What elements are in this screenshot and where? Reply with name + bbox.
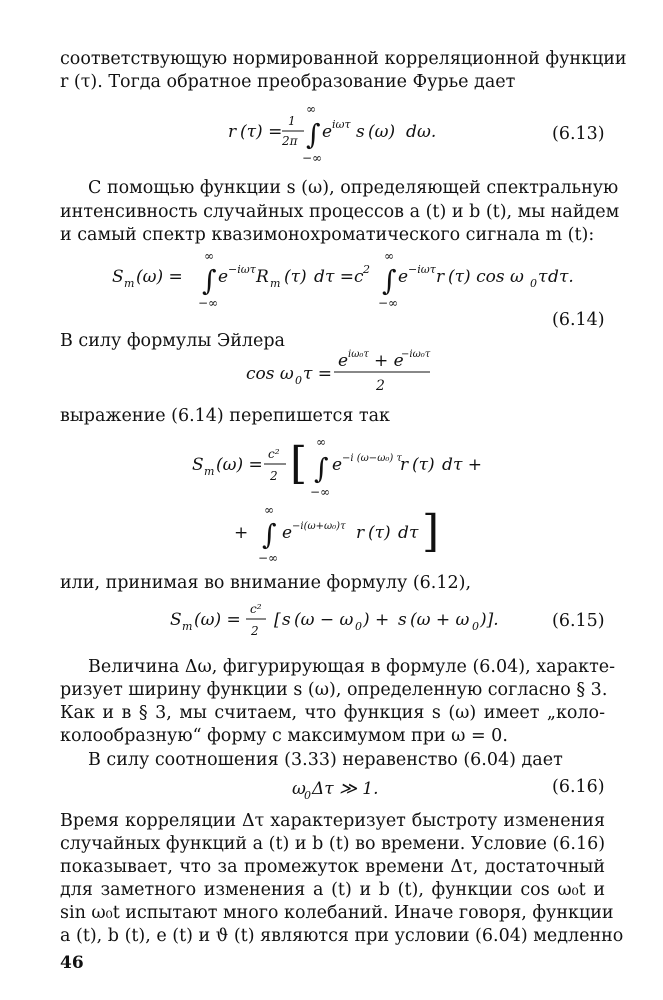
text-line: случайных функций a (t) и b (t) во времени. Условие (6.16) bbox=[60, 834, 606, 854]
svg-text:) +: ) + bbox=[363, 610, 390, 630]
svg-text:2: 2 bbox=[376, 378, 385, 394]
svg-text:∫: ∫ bbox=[202, 264, 217, 297]
svg-text:d: d bbox=[406, 122, 417, 142]
svg-text:−i (ω−ω₀) τ: −i (ω−ω₀) τ bbox=[342, 453, 402, 464]
svg-text:∞: ∞ bbox=[316, 435, 326, 449]
svg-text:2: 2 bbox=[363, 263, 370, 276]
text-line: Как и в § 3, мы считаем, что функция s (ω) имеет „коло- bbox=[60, 703, 605, 723]
svg-text:τ =: τ = bbox=[325, 267, 355, 287]
svg-text:−∞: −∞ bbox=[198, 296, 219, 310]
text-line: sin ω₀t испытают много колебаний. Иначе говоря, функции bbox=[60, 903, 614, 923]
text-line: r (τ). Тогда обратное преобразование Фурье дает bbox=[60, 72, 516, 92]
svg-text:+ e: + e bbox=[374, 351, 404, 371]
text-line: В силу соотношения (3.33) неравенство (6.04) дает bbox=[88, 750, 563, 770]
svg-text:m: m bbox=[204, 465, 215, 478]
svg-text:S: S bbox=[170, 610, 182, 630]
svg-text:∫: ∫ bbox=[382, 264, 397, 297]
svg-text:r: r bbox=[356, 523, 365, 543]
equation-number: (6.14) bbox=[552, 310, 605, 330]
svg-text:−∞: −∞ bbox=[258, 551, 279, 565]
svg-text:[: [ bbox=[290, 438, 308, 489]
svg-text:(ω − ω: (ω − ω bbox=[294, 610, 354, 630]
svg-text:∞: ∞ bbox=[384, 249, 394, 263]
svg-text:−iω₀τ: −iω₀τ bbox=[401, 349, 431, 360]
svg-text:e: e bbox=[218, 267, 229, 287]
text-line: или, принимая во внимание формулу (6.12), bbox=[60, 573, 472, 593]
svg-text:d: d bbox=[548, 267, 559, 287]
svg-text:∞: ∞ bbox=[306, 102, 316, 116]
svg-text:s: s bbox=[398, 610, 407, 630]
text-line: Величина Δω, фигурирующая в формуле (6.04), характе- bbox=[88, 657, 616, 677]
svg-text:S: S bbox=[192, 455, 204, 475]
svg-text:e: e bbox=[322, 122, 333, 142]
svg-text:2: 2 bbox=[251, 624, 259, 638]
svg-text:iωτ: iωτ bbox=[332, 118, 351, 131]
svg-text:c²: c² bbox=[250, 602, 262, 616]
svg-text:−∞: −∞ bbox=[378, 296, 399, 310]
text-line: для заметного изменения a (t) и b (t), функции cos ω₀t и bbox=[60, 880, 605, 900]
svg-text:r: r bbox=[400, 455, 409, 475]
svg-text:+: + bbox=[234, 523, 249, 543]
svg-text:m: m bbox=[182, 620, 193, 633]
svg-text:τ: τ bbox=[409, 523, 419, 543]
svg-text:∫: ∫ bbox=[306, 118, 321, 151]
text-line: интенсивность случайных процессов a (t) и b (t), мы найдем bbox=[60, 202, 620, 222]
svg-text:−iωτ: −iωτ bbox=[408, 263, 436, 276]
text-line: С помощью функции s (ω), определяющей спектральную bbox=[88, 178, 619, 198]
svg-text:τ.: τ. bbox=[559, 267, 574, 287]
text-line: и самый спектр квазимонохроматического сигнала m (t): bbox=[60, 225, 595, 245]
svg-text:s: s bbox=[356, 122, 365, 142]
svg-text:S: S bbox=[112, 267, 124, 287]
svg-text:(ω) =: (ω) = bbox=[194, 610, 241, 630]
svg-text:2π: 2π bbox=[282, 134, 298, 148]
svg-text:c: c bbox=[354, 267, 364, 287]
text-line: соответствующую нормированной корреляционной функции bbox=[60, 49, 627, 69]
svg-text:−∞: −∞ bbox=[310, 485, 331, 499]
svg-text:0: 0 bbox=[472, 620, 479, 633]
svg-text:(ω) =: (ω) = bbox=[136, 267, 183, 287]
svg-text:d: d bbox=[442, 455, 453, 475]
text-line: выражение (6.14) перепишется так bbox=[60, 406, 390, 426]
text-line: ризует ширину функции s (ω), определенную согласно § 3. bbox=[60, 680, 608, 700]
equation-rewrite-2 bbox=[228, 502, 448, 566]
svg-text:∫: ∫ bbox=[262, 518, 277, 551]
svg-text:e: e bbox=[398, 267, 409, 287]
text-line: В силу формулы Эйлера bbox=[60, 331, 285, 351]
svg-text:−iωτ: −iωτ bbox=[228, 263, 256, 276]
svg-text:(τ) =: (τ) = bbox=[240, 122, 283, 142]
equation-rewrite-1 bbox=[186, 432, 506, 502]
svg-text:d: d bbox=[398, 523, 409, 543]
svg-text:d: d bbox=[314, 267, 325, 287]
svg-text:∞: ∞ bbox=[204, 249, 214, 263]
svg-text:r: r bbox=[436, 267, 445, 287]
svg-text:(τ): (τ) bbox=[284, 267, 307, 287]
svg-text:τ +: τ + bbox=[453, 455, 483, 475]
svg-text:0: 0 bbox=[530, 277, 537, 290]
svg-text:(τ) cos ω: (τ) cos ω bbox=[448, 267, 524, 287]
svg-text:ω: ω bbox=[292, 779, 306, 799]
svg-text:0: 0 bbox=[355, 620, 362, 633]
svg-text:(ω): (ω) bbox=[368, 122, 396, 142]
svg-text:∫: ∫ bbox=[314, 452, 329, 485]
svg-text:2: 2 bbox=[270, 469, 278, 483]
svg-text:Δτ ≫ 1.: Δτ ≫ 1. bbox=[312, 779, 379, 799]
equation-6-16 bbox=[290, 772, 410, 806]
svg-text:R: R bbox=[256, 267, 269, 287]
svg-text:(τ): (τ) bbox=[368, 523, 391, 543]
text-line: показывает, что за промежуток времени Δτ, достаточный bbox=[60, 857, 605, 877]
text-line: Время корреляции Δτ характеризует быстроту изменения bbox=[60, 811, 605, 831]
svg-text:m: m bbox=[270, 277, 281, 290]
svg-text:)].: )]. bbox=[480, 610, 499, 630]
svg-text:[: [ bbox=[274, 610, 281, 630]
text-line: колообразную“ форму с максимумом при ω = 0. bbox=[60, 726, 508, 746]
equation-number: (6.16) bbox=[552, 777, 605, 797]
svg-text:0: 0 bbox=[304, 789, 311, 802]
svg-text:τ: τ bbox=[538, 267, 548, 287]
svg-text:(ω + ω: (ω + ω bbox=[410, 610, 470, 630]
svg-text:cos ω: cos ω bbox=[246, 364, 294, 384]
svg-text:c²: c² bbox=[268, 447, 280, 461]
text-line: a (t), b (t), e (t) и ϑ (t) являются при условии (6.04) медленно bbox=[60, 926, 624, 946]
svg-text:s: s bbox=[282, 610, 291, 630]
svg-text:1: 1 bbox=[288, 114, 296, 128]
svg-text:m: m bbox=[124, 277, 135, 290]
svg-text:τ =: τ = bbox=[303, 364, 333, 384]
svg-text:]: ] bbox=[422, 506, 440, 557]
svg-text:e: e bbox=[282, 523, 293, 543]
svg-text:∞: ∞ bbox=[264, 503, 274, 517]
svg-text:e: e bbox=[332, 455, 343, 475]
svg-text:r: r bbox=[228, 122, 237, 142]
equation-6-15 bbox=[166, 600, 526, 644]
equation-number: (6.15) bbox=[552, 611, 605, 631]
equation-number: (6.13) bbox=[552, 124, 605, 144]
svg-text:−∞: −∞ bbox=[302, 151, 323, 165]
equation-6-14 bbox=[110, 248, 580, 310]
svg-text:0: 0 bbox=[295, 374, 302, 387]
svg-text:e: e bbox=[338, 351, 349, 371]
euler-formula bbox=[240, 340, 440, 398]
svg-text:(τ): (τ) bbox=[412, 455, 435, 475]
page-number: 46 bbox=[60, 953, 84, 973]
svg-text:−i(ω+ω₀)τ: −i(ω+ω₀)τ bbox=[292, 521, 346, 532]
svg-text:(ω) =: (ω) = bbox=[216, 455, 263, 475]
svg-text:iω₀τ: iω₀τ bbox=[348, 349, 369, 360]
svg-text:ω.: ω. bbox=[417, 122, 437, 142]
